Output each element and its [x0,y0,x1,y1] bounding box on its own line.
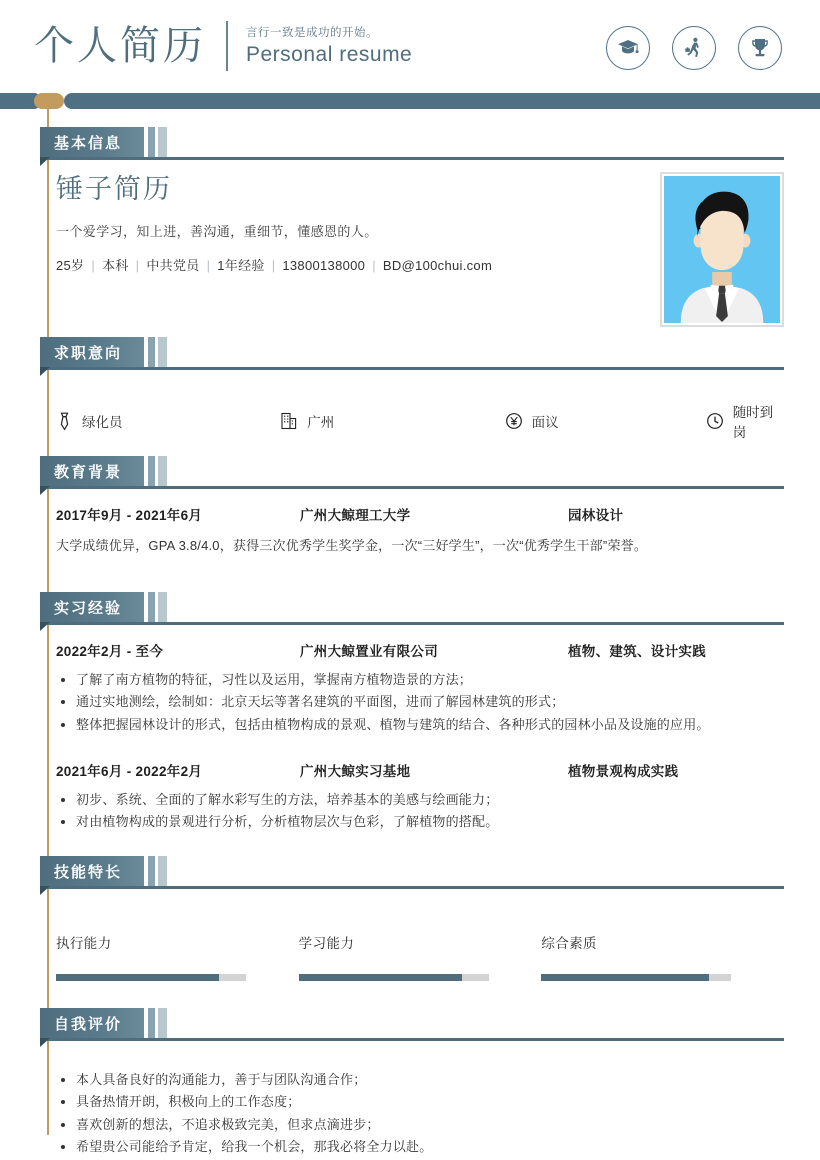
skill-label: 执行能力 [56,936,112,951]
section-rule [40,157,784,160]
internship-role: 植物、建筑、设计实践 [568,644,706,659]
education-entry-head [56,504,784,524]
meta-experience: 1年经验 [217,258,265,274]
intention-row [56,383,784,441]
list-item: 了解了南方植物的特征，习性以及运用，掌握南方植物造景的方法； [56,669,784,691]
skills-row [56,902,784,981]
internship-date: 2022年2月 - 至今 [56,644,164,659]
section-title-skills: 技能特长 [40,856,144,886]
section-title-education: 教育背景 [40,456,144,486]
evaluation-bullets [56,1069,784,1158]
trophy-icon [738,26,782,70]
section-title-internship: 实习经验 [40,592,144,622]
title-divider [226,21,228,71]
page-title: 个人简历 [34,24,206,68]
avatar [660,172,784,327]
candidate-tagline: 一个爱学习，知上进，善沟通，重细节，懂感恩的人。 [56,224,378,240]
intention-availability-text: 随时到岗 [732,405,774,440]
clock-icon [706,412,724,430]
list-item: 通过实地测绘，绘制如：北京天坛等著名建筑的平面图，进而了解园林建筑的形式； [56,691,784,713]
yen-circle-icon [505,412,523,430]
skill-progress-track [56,974,246,981]
education-school: 广州大鲸理工大学 [300,508,411,523]
skill-progress-track [541,974,731,981]
banner-accent-bars [148,456,167,486]
intention-salary-text: 面议 [531,415,559,430]
header-slogan: 言行一致是成功的开始。 [246,27,378,40]
internship-entry-head [56,640,784,660]
internship-company: 广州大鲸置业有限公司 [300,644,438,659]
list-item: 喜欢创新的想法，不追求极致完美，但求点滴进步； [56,1114,784,1136]
divider-pill-long [64,93,820,109]
skill-progress-fill [299,974,462,981]
education-date: 2017年9月 - 2021年6月 [56,508,203,523]
list-item: 具备热情开朗，积极向上的工作态度； [56,1091,784,1113]
skill-item [56,932,299,981]
section-rule [40,486,784,489]
list-item: 本人具备良好的沟通能力，善于与团队沟通合作； [56,1069,784,1091]
section-internship [0,592,820,834]
section-title-evaluation: 自我评价 [40,1008,144,1038]
internship-entry [56,640,784,736]
internship-entry [56,760,784,834]
section-rule [40,367,784,370]
education-major: 园林设计 [568,508,624,523]
intention-city [280,401,504,441]
skill-label: 学习能力 [298,936,355,951]
skill-progress-fill [541,974,708,981]
banner-accent-bars [148,592,167,622]
necktie-icon [56,412,73,431]
meta-email: BD@100chui.com [382,258,493,274]
section-skills [0,856,820,981]
list-item: 对由植物构成的景观进行分析，分析植物层次与色彩，了解植物的搭配。 [56,811,784,833]
intention-position [56,401,280,441]
section-title-intention: 求职意向 [40,337,144,367]
businessman-walking-icon [672,26,716,70]
skill-progress-track [299,974,489,981]
section-self-evaluation [0,1008,820,1158]
graduation-cap-icon [606,26,650,70]
banner-accent-bars [148,127,167,157]
intention-city-text: 广州 [307,415,335,430]
divider-pill-gold [34,93,64,109]
internship-entry-head [56,760,784,780]
intention-availability [706,401,784,441]
internship-date: 2021年6月 - 2022年2月 [56,764,203,780]
list-item: 希望贵公司能给予肯定，给我一个机会，那我必将全力以赴。 [56,1136,784,1158]
candidate-name: 锤子简历 [56,174,172,204]
skill-item [541,932,784,981]
section-education [0,456,820,557]
internship-bullets [56,789,784,834]
section-job-intention [0,337,820,441]
candidate-meta: 25岁 | 本科 | 中共党员 | 1年经验 | 13800138000 | BD@100chui.com [56,258,493,274]
internship-bullets [56,669,784,736]
banner-accent-bars [148,337,167,367]
education-description: 大学成绩优异，GPA 3.8/4.0，获得三次优秀学生奖学金，一次“三好学生”，一次“优秀学生干部”荣誉。 [56,538,648,553]
banner-accent-bars [148,1008,167,1038]
intention-position-text: 绿化员 [82,415,123,430]
banner-accent-bars [148,856,167,886]
section-title-basic: 基本信息 [40,127,144,157]
meta-age: 25岁 [56,258,85,274]
education-entry [56,504,784,557]
skill-label: 综合素质 [541,936,597,951]
building-icon [280,412,298,430]
list-item: 初步、系统、全面的了解水彩写生的方法，培养基本的美感与绘画能力； [56,789,784,811]
skill-item [299,932,542,981]
header-divider-bar [0,93,820,109]
section-rule [40,886,784,889]
skill-progress-fill [56,974,219,981]
header-icon-group [606,26,782,70]
meta-phone: 13800138000 [282,258,366,274]
section-rule [40,622,784,625]
page-subtitle: Personal resume [246,42,413,66]
list-item: 整体把握园林设计的形式，包括由植物构成的景观、植物与建筑的结合、各种形式的园林小品及设施的应用。 [56,714,784,736]
internship-role: 植物景观构成实践 [568,764,679,780]
section-rule [40,1038,784,1041]
page-header [0,0,820,92]
intention-salary [505,401,706,441]
meta-degree: 本科 [102,258,129,274]
internship-company: 广州大鲸实习基地 [300,764,411,780]
meta-political: 中共党员 [146,258,200,274]
